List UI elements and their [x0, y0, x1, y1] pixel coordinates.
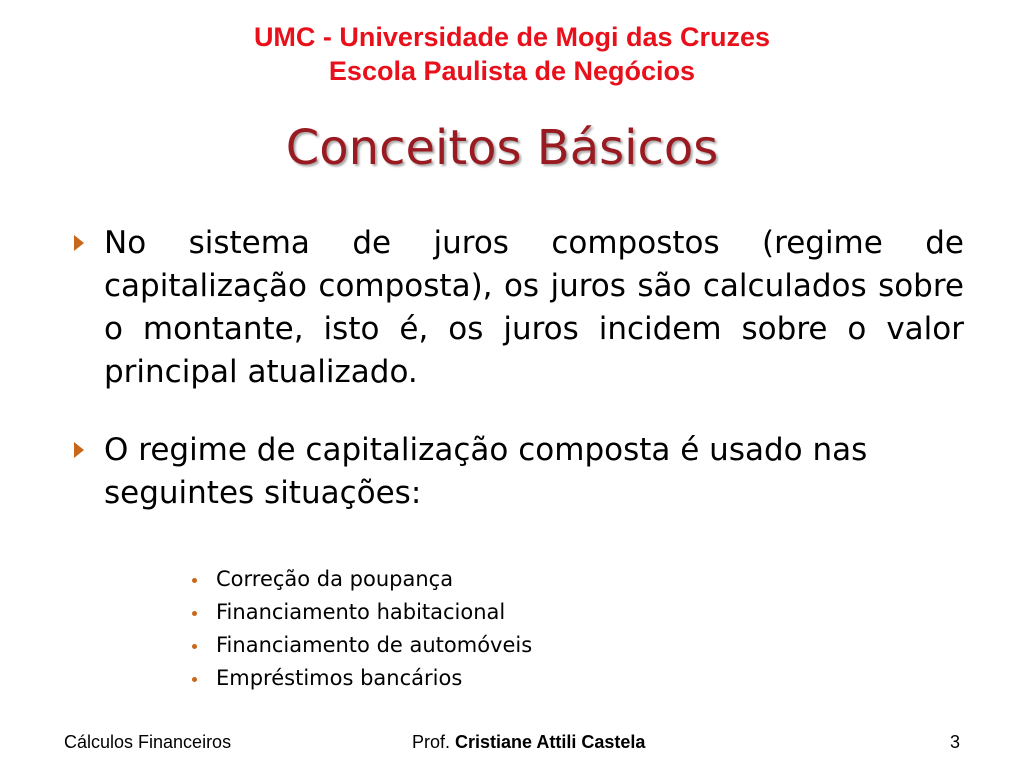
bullet-item — [74, 222, 964, 394]
sub-bullet-text: Financiamento habitacional — [216, 600, 506, 624]
school-name: Escola Paulista de Negócios — [328, 56, 696, 86]
triangle-bullet-icon — [74, 235, 84, 251]
bullet-item — [74, 429, 964, 515]
dot-bullet-icon — [192, 644, 197, 649]
sub-bullet-text: Empréstimos bancários — [216, 666, 463, 690]
slide-header — [0, 20, 1024, 88]
dot-bullet-icon — [192, 578, 197, 583]
bullet-text: No sistema de juros compostos (regime de capitalização composta), os juros são calculados sobre o montante, isto é, os juros incidem sobre o valor principal atualizado. — [104, 225, 964, 390]
course-name: Cálculos Financeiros — [64, 732, 232, 752]
sub-bullet-text: Correção da poupança — [216, 567, 454, 591]
page-number: 3 — [950, 732, 961, 752]
bullet-list — [74, 222, 964, 515]
sub-bullet-item — [186, 563, 786, 596]
sub-bullet-item — [186, 596, 786, 629]
professor-name: Cristiane Attili Castela — [455, 732, 646, 752]
university-name: UMC - Universidade de Mogi das Cruzes — [253, 22, 771, 52]
sub-bullet-item — [186, 662, 786, 695]
sub-bullet-item — [186, 629, 786, 662]
professor-credit — [412, 728, 645, 756]
bullet-text: O regime de capitalização composta é usado nas seguintes situações: — [104, 432, 868, 511]
sub-bullet-text: Financiamento de automóveis — [216, 633, 533, 657]
dot-bullet-icon — [192, 611, 197, 616]
slide-title: Conceitos Básicos — [285, 120, 719, 176]
sub-bullet-list — [186, 563, 786, 695]
dot-bullet-icon — [192, 677, 197, 682]
triangle-bullet-icon — [74, 442, 84, 458]
slide-footer — [0, 728, 1024, 756]
professor-prefix: Prof. — [412, 732, 451, 752]
